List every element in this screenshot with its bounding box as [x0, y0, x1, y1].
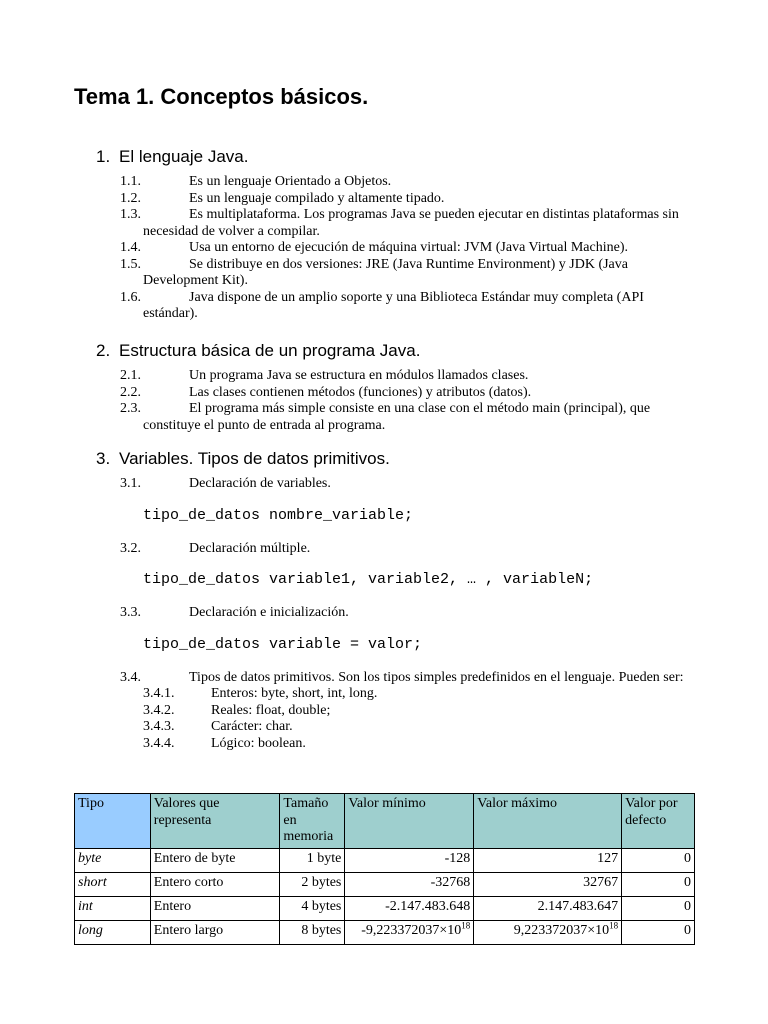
table-cell: byte — [75, 848, 151, 872]
table-cell: 127 — [474, 848, 622, 872]
table-cell: 32767 — [474, 872, 622, 896]
list-item: 1.6. Java dispone de un amplio soporte y una Biblioteca Estándar muy completa (API estándar). — [120, 289, 644, 321]
list-item: 1.3. Es multiplataforma. Los programas Java se pueden ejecutar en distintas plataformas sin necesidad de volver a compilar. — [120, 207, 679, 239]
column-header: Valor por defecto — [622, 794, 695, 849]
table-cell: -128 — [345, 848, 474, 872]
table-cell: Entero corto — [150, 872, 280, 896]
list-item: 1.1. Es un lenguaje Orientado a Objetos. — [120, 174, 392, 189]
primitive-types-table — [74, 793, 695, 945]
list-item: 2.1. Un programa Java se estructura en módulos llamados clases. — [120, 368, 529, 383]
column-header: Valores que representa — [150, 794, 280, 849]
table-row — [75, 872, 695, 896]
list-item: 1.2. Es un lenguaje compilado y altamente tipado. — [120, 190, 445, 206]
table-row — [75, 896, 695, 920]
table-cell: long — [75, 920, 151, 944]
table-cell: 0 — [622, 872, 695, 896]
table-cell: int — [75, 896, 151, 920]
section-heading: 2. Estructura básica de un programa Java. — [96, 341, 421, 360]
list-item: 3.1. Declaración de variables. — [120, 476, 331, 491]
column-header: Valor mínimo — [345, 794, 474, 849]
table-cell: 2.147.483.647 — [474, 896, 622, 920]
exponent: 18 — [609, 919, 619, 930]
table-cell: Entero — [150, 896, 280, 920]
column-header: Tipo — [75, 794, 151, 849]
table-cell: 4 bytes — [280, 896, 345, 920]
sub-item: 3.4.2. Reales: float, double; — [143, 702, 331, 718]
list-item: 3.4. Tipos de datos primitivos. Son los tipos simples predefinidos en el lenguaje. Pueden ser: — [120, 669, 684, 685]
section-heading: 1. El lenguaje Java. — [96, 147, 249, 166]
code-snippet: tipo_de_datos variable1, variable2, … , variableN; — [143, 571, 594, 588]
column-header: Valor máximo — [474, 794, 622, 849]
code-snippet: tipo_de_datos nombre_variable; — [143, 506, 414, 524]
sub-item: 3.4.4. Lógico: boolean. — [143, 735, 306, 751]
sub-item: 3.4.3. Carácter: char. — [143, 719, 293, 734]
section-1 — [96, 147, 695, 323]
table-cell: 8 bytes — [280, 920, 345, 944]
table-cell: 0 — [622, 920, 695, 944]
list-item: 3.3. Declaración e inicialización. — [120, 605, 349, 620]
code-snippet: tipo_de_datos variable = valor; — [143, 635, 423, 653]
table-row — [75, 848, 695, 872]
table-cell: 2 bytes — [280, 872, 345, 896]
table-cell: 0 — [622, 848, 695, 872]
section-2 — [96, 341, 695, 434]
table-cell: short — [75, 872, 151, 896]
sub-item: 3.4.1. Enteros: byte, short, int, long. — [143, 686, 378, 701]
table-row — [75, 920, 695, 944]
table-header-row — [75, 794, 695, 849]
table-cell: Entero largo — [150, 920, 280, 944]
list-item: 2.3. El programa más simple consiste en una clase con el método main (principal), que constituye el punto de entrada al programa. — [120, 401, 651, 433]
table-cell: -2.147.483.648 — [345, 896, 474, 920]
table-cell: $9,223372037\times 10^{18}$ — [474, 920, 622, 944]
exponent: 18 — [461, 919, 471, 930]
table-cell: Entero de byte — [150, 848, 280, 872]
table-cell: $-9,223372037\times 10^{18}$ — [345, 920, 474, 944]
section-heading: 3. Variables. Tipos de datos primitivos. — [96, 449, 390, 468]
page-title: Tema 1. Conceptos básicos. — [74, 84, 369, 109]
column-header: Tamaño en memoria — [280, 794, 345, 849]
section-3 — [96, 449, 695, 752]
list-item: 1.5. Se distribuye en dos versiones: JRE (Java Runtime Environment) y JDK (Java Development Kit). — [120, 256, 628, 288]
list-item: 2.2. Las clases contienen métodos (funciones) y atributos (datos). — [120, 384, 532, 400]
list-item: 3.2. Declaración múltiple. — [120, 540, 311, 556]
table-cell: 0 — [622, 896, 695, 920]
table-cell: 1 byte — [280, 848, 345, 872]
table-cell: -32768 — [345, 872, 474, 896]
list-item: 1.4. Usa un entorno de ejecución de máquina virtual: JVM (Java Virtual Machine). — [120, 240, 628, 255]
